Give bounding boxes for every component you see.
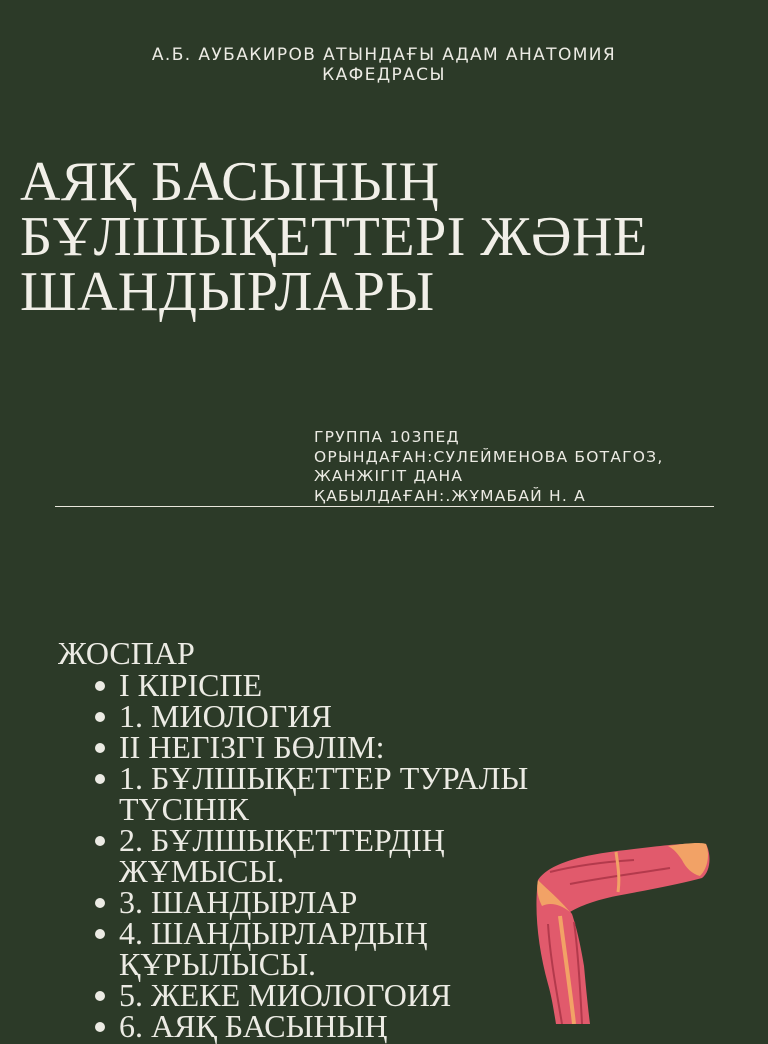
muscle-anatomy-illustration <box>530 838 715 1024</box>
plan-item: 1. БҰЛШЫҚЕТТЕР ТУРАЛЫ ТҮСІНІК <box>119 763 578 825</box>
plan-item: 3. ШАНДЫРЛАР <box>119 887 578 918</box>
page-title: АЯҚ БАСЫНЫҢ БҰЛШЫҚЕТТЕРІ ЖӘНЕ ШАНДЫРЛАРЫ <box>20 151 648 323</box>
department-header: А.Б. АУБАКИРОВ АТЫНДАҒЫ АДАМ АНАТОМИЯ КАФЕДРАСЫ <box>151 45 617 85</box>
performed-by-label: ОРЫНДАҒАН:СУЛЕЙМЕНОВА БОТАГОЗ, ЖАНЖІГІТ ДАНА <box>314 447 664 485</box>
plan-item: I КІРІСПЕ <box>119 670 578 701</box>
plan-heading: ЖОСПАР <box>58 635 195 671</box>
plan-item: 4. ШАНДЫРЛАРДЫҢ ҚҰРЫЛЫСЫ. <box>119 918 578 980</box>
group-label: ГРУППА 103ПЕД <box>314 428 460 446</box>
author-info <box>314 428 754 506</box>
plan-item: 1. МИОЛОГИЯ <box>119 701 578 732</box>
accepted-by-label: ҚАБЫЛДАҒАН:.ЖҰМАБАЙ Н. А <box>314 486 586 505</box>
plan-item: 5. ЖЕКЕ МИОЛОГОИЯ <box>119 980 578 1011</box>
plan-item: 2. БҰЛШЫҚЕТТЕРДІҢ ЖҰМЫСЫ. <box>119 825 578 887</box>
plan-item: II НЕГІЗГІ БӨЛІМ: <box>119 732 578 763</box>
plan-section <box>58 636 578 1042</box>
plan-item: 6. АЯҚ БАСЫНЫҢ <box>119 1011 578 1042</box>
plan-list <box>58 667 578 1044</box>
divider-line <box>55 506 714 507</box>
